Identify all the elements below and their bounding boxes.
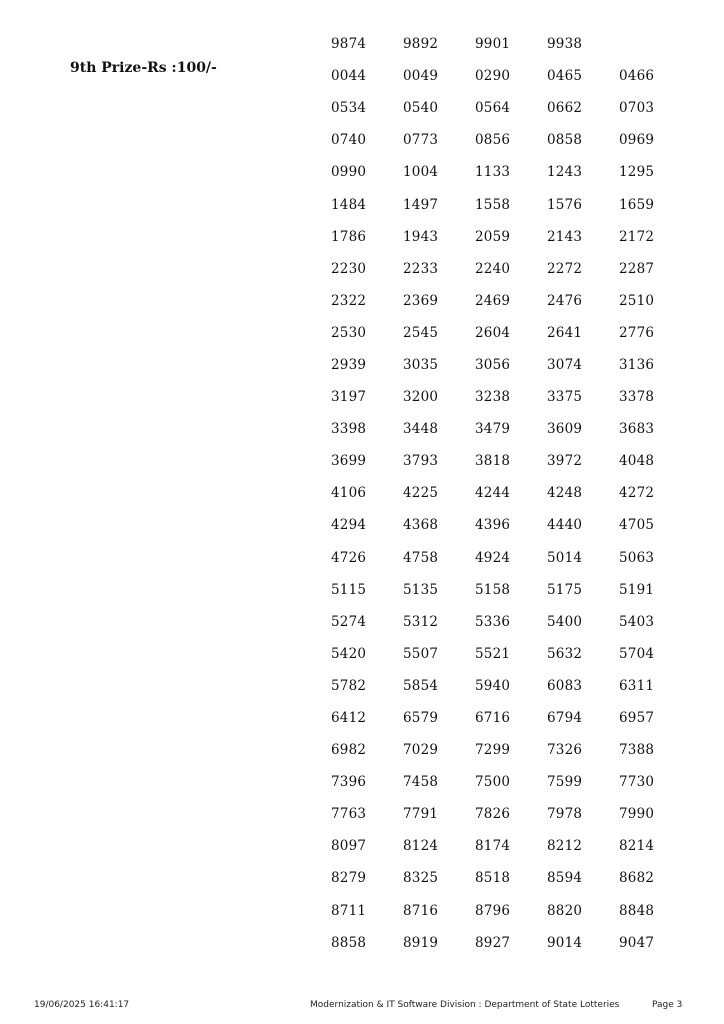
ticket-number: 5063 (619, 549, 655, 566)
ticket-number: 5782 (331, 677, 367, 694)
ticket-number: 8858 (331, 934, 367, 951)
ticket-row (331, 477, 691, 509)
ticket-number: 8848 (619, 902, 655, 919)
ticket-row (331, 766, 691, 798)
ticket-number: 2530 (331, 324, 367, 341)
ticket-number: 8214 (619, 838, 655, 855)
ticket-number: 9874 (331, 36, 367, 53)
ticket-row (331, 445, 691, 477)
ticket-number: 3197 (331, 389, 367, 406)
ticket-row (331, 509, 691, 541)
ticket-number: 3136 (619, 356, 655, 373)
ticket-row (331, 349, 691, 381)
ticket-number: 0856 (475, 132, 511, 149)
ticket-number: 9892 (403, 36, 439, 53)
ticket-number: 3699 (331, 453, 367, 470)
ticket-number: 2776 (619, 324, 655, 341)
ticket-row (331, 253, 691, 285)
ticket-number: 4106 (331, 485, 367, 502)
ticket-number: 1943 (403, 228, 439, 245)
ticket-number: 3035 (403, 356, 439, 373)
ticket-number: 5191 (619, 581, 655, 598)
ticket-number: 3479 (475, 421, 511, 438)
ticket-number: 6982 (331, 742, 367, 759)
ticket-number: 8820 (547, 902, 583, 919)
ticket-number: 8325 (403, 870, 439, 887)
ticket-number: 7730 (619, 774, 655, 791)
ticket-row (331, 670, 691, 702)
ticket-number: 8919 (403, 934, 439, 951)
ticket-row (331, 927, 691, 959)
ticket-number: 4924 (475, 549, 511, 566)
ticket-number: 2059 (475, 228, 511, 245)
ticket-number: 1133 (475, 164, 511, 181)
ticket-number: 0703 (619, 100, 655, 117)
ticket-number: 8174 (475, 838, 511, 855)
ticket-number: 2641 (547, 324, 583, 341)
footer-timestamp: 19/06/2025 16:41:17 (34, 1000, 130, 1010)
ticket-number: 3375 (547, 389, 583, 406)
ticket-row (331, 317, 691, 349)
ticket-number: 9014 (547, 934, 583, 951)
ticket-number: 4368 (403, 517, 439, 534)
ticket-number: 0044 (331, 68, 367, 85)
ticket-number: 2476 (547, 292, 583, 309)
ticket-number: 2233 (403, 260, 439, 277)
ticket-number: 7326 (547, 742, 583, 759)
ticket-number: 1295 (619, 164, 655, 181)
ticket-row (331, 734, 691, 766)
ticket-number: 3609 (547, 421, 583, 438)
ticket-number: 4244 (475, 485, 511, 502)
ticket-number: 2287 (619, 260, 655, 277)
ticket-row (331, 92, 691, 124)
footer-division: Modernization & IT Software Division : Department of State Lotteries (310, 1000, 620, 1010)
ticket-number: 5521 (475, 645, 511, 662)
ticket-number: 3793 (403, 453, 439, 470)
ticket-number: 0564 (475, 100, 511, 117)
ticket-number: 0540 (403, 100, 439, 117)
ticket-number: 9901 (475, 36, 511, 53)
ticket-number: 8279 (331, 870, 367, 887)
ticket-number: 2939 (331, 356, 367, 373)
ticket-number-table (331, 28, 691, 959)
ticket-number: 8518 (475, 870, 511, 887)
footer-page-number: Page 3 (652, 1000, 683, 1010)
ticket-number: 7388 (619, 742, 655, 759)
ticket-number: 5854 (403, 677, 439, 694)
ticket-row (331, 413, 691, 445)
ticket-number: 2604 (475, 324, 511, 341)
ticket-number: 8097 (331, 838, 367, 855)
ticket-number: 6716 (475, 710, 511, 727)
ticket-number: 5507 (403, 645, 439, 662)
ticket-number: 5704 (619, 645, 655, 662)
ticket-number: 3378 (619, 389, 655, 406)
ticket-number: 7978 (547, 806, 583, 823)
ticket-number: 5400 (547, 613, 583, 630)
ticket-number: 0990 (331, 164, 367, 181)
ticket-row (331, 830, 691, 862)
ticket-number: 6794 (547, 710, 583, 727)
ticket-number: 1576 (547, 196, 583, 213)
ticket-number: 3818 (475, 453, 511, 470)
ticket-number: 3398 (331, 421, 367, 438)
ticket-number: 3238 (475, 389, 511, 406)
ticket-row (331, 895, 691, 927)
ticket-number: 7791 (403, 806, 439, 823)
ticket-number: 0466 (619, 68, 655, 85)
ticket-number: 5336 (475, 613, 511, 630)
ticket-number: 9047 (619, 934, 655, 951)
ticket-number: 6083 (547, 677, 583, 694)
ticket-row (331, 862, 691, 894)
ticket-number: 2230 (331, 260, 367, 277)
ticket-number: 7396 (331, 774, 367, 791)
ticket-number: 1558 (475, 196, 511, 213)
ticket-number: 4726 (331, 549, 367, 566)
ticket-number: 2240 (475, 260, 511, 277)
ticket-number: 7458 (403, 774, 439, 791)
ticket-row (331, 638, 691, 670)
ticket-number: 8796 (475, 902, 511, 919)
ticket-number: 1659 (619, 196, 655, 213)
ticket-number: 0969 (619, 132, 655, 149)
ticket-number: 1497 (403, 196, 439, 213)
ticket-number: 8124 (403, 838, 439, 855)
ticket-number: 5175 (547, 581, 583, 598)
ticket-number: 8594 (547, 870, 583, 887)
ticket-number: 4248 (547, 485, 583, 502)
ticket-number: 2369 (403, 292, 439, 309)
ticket-number: 4705 (619, 517, 655, 534)
ticket-number: 0290 (475, 68, 511, 85)
ticket-number: 6579 (403, 710, 439, 727)
ticket-number: 7599 (547, 774, 583, 791)
ticket-number: 6412 (331, 710, 367, 727)
ticket-number: 2469 (475, 292, 511, 309)
ticket-number: 3972 (547, 453, 583, 470)
ticket-number: 9938 (547, 36, 583, 53)
ticket-number: 4440 (547, 517, 583, 534)
ticket-number: 3448 (403, 421, 439, 438)
ticket-number: 1243 (547, 164, 583, 181)
ticket-number: 2510 (619, 292, 655, 309)
ticket-number: 4225 (403, 485, 439, 502)
ticket-number: 1484 (331, 196, 367, 213)
ticket-number: 0049 (403, 68, 439, 85)
ticket-number: 2143 (547, 228, 583, 245)
ticket-number: 2272 (547, 260, 583, 277)
ticket-number: 7299 (475, 742, 511, 759)
ticket-row (331, 606, 691, 638)
ticket-row (331, 285, 691, 317)
ticket-number: 3056 (475, 356, 511, 373)
ticket-number: 5940 (475, 677, 511, 694)
ticket-row (331, 221, 691, 253)
ticket-number: 5632 (547, 645, 583, 662)
ticket-row (331, 381, 691, 413)
ticket-number: 2322 (331, 292, 367, 309)
ticket-row (331, 60, 691, 92)
ticket-number: 2172 (619, 228, 655, 245)
ticket-number: 7990 (619, 806, 655, 823)
ticket-row (331, 124, 691, 156)
ticket-number: 8682 (619, 870, 655, 887)
ticket-row (331, 542, 691, 574)
ticket-number: 5115 (331, 581, 367, 598)
ticket-row (331, 702, 691, 734)
ticket-number: 5158 (475, 581, 511, 598)
ticket-number: 0662 (547, 100, 583, 117)
ticket-number: 5420 (331, 645, 367, 662)
ticket-number: 7500 (475, 774, 511, 791)
ticket-number: 2545 (403, 324, 439, 341)
ticket-row (331, 28, 691, 60)
ticket-row (331, 188, 691, 220)
ticket-number: 5312 (403, 613, 439, 630)
ticket-number: 8711 (331, 902, 367, 919)
ticket-number: 8716 (403, 902, 439, 919)
ticket-number: 3683 (619, 421, 655, 438)
ticket-number: 1004 (403, 164, 439, 181)
ticket-number: 7763 (331, 806, 367, 823)
ticket-number: 5403 (619, 613, 655, 630)
ticket-number: 0465 (547, 68, 583, 85)
ticket-number: 6311 (619, 677, 655, 694)
ticket-number: 0740 (331, 132, 367, 149)
ticket-number: 7029 (403, 742, 439, 759)
ticket-number: 3200 (403, 389, 439, 406)
ticket-number: 6957 (619, 710, 655, 727)
ticket-number: 7826 (475, 806, 511, 823)
ticket-row (331, 798, 691, 830)
ticket-number: 5135 (403, 581, 439, 598)
ticket-number: 8212 (547, 838, 583, 855)
ticket-number: 4758 (403, 549, 439, 566)
ticket-number: 4294 (331, 517, 367, 534)
ticket-row (331, 156, 691, 188)
ticket-row (331, 574, 691, 606)
ticket-number: 3074 (547, 356, 583, 373)
ticket-number: 4396 (475, 517, 511, 534)
ticket-number: 8927 (475, 934, 511, 951)
ticket-number: 4272 (619, 485, 655, 502)
prize-label: 9th Prize-Rs :100/- (70, 60, 217, 76)
ticket-number: 4048 (619, 453, 655, 470)
ticket-number: 1786 (331, 228, 367, 245)
ticket-number: 0534 (331, 100, 367, 117)
ticket-number: 0858 (547, 132, 583, 149)
ticket-number: 5014 (547, 549, 583, 566)
ticket-number: 5274 (331, 613, 367, 630)
ticket-number: 0773 (403, 132, 439, 149)
